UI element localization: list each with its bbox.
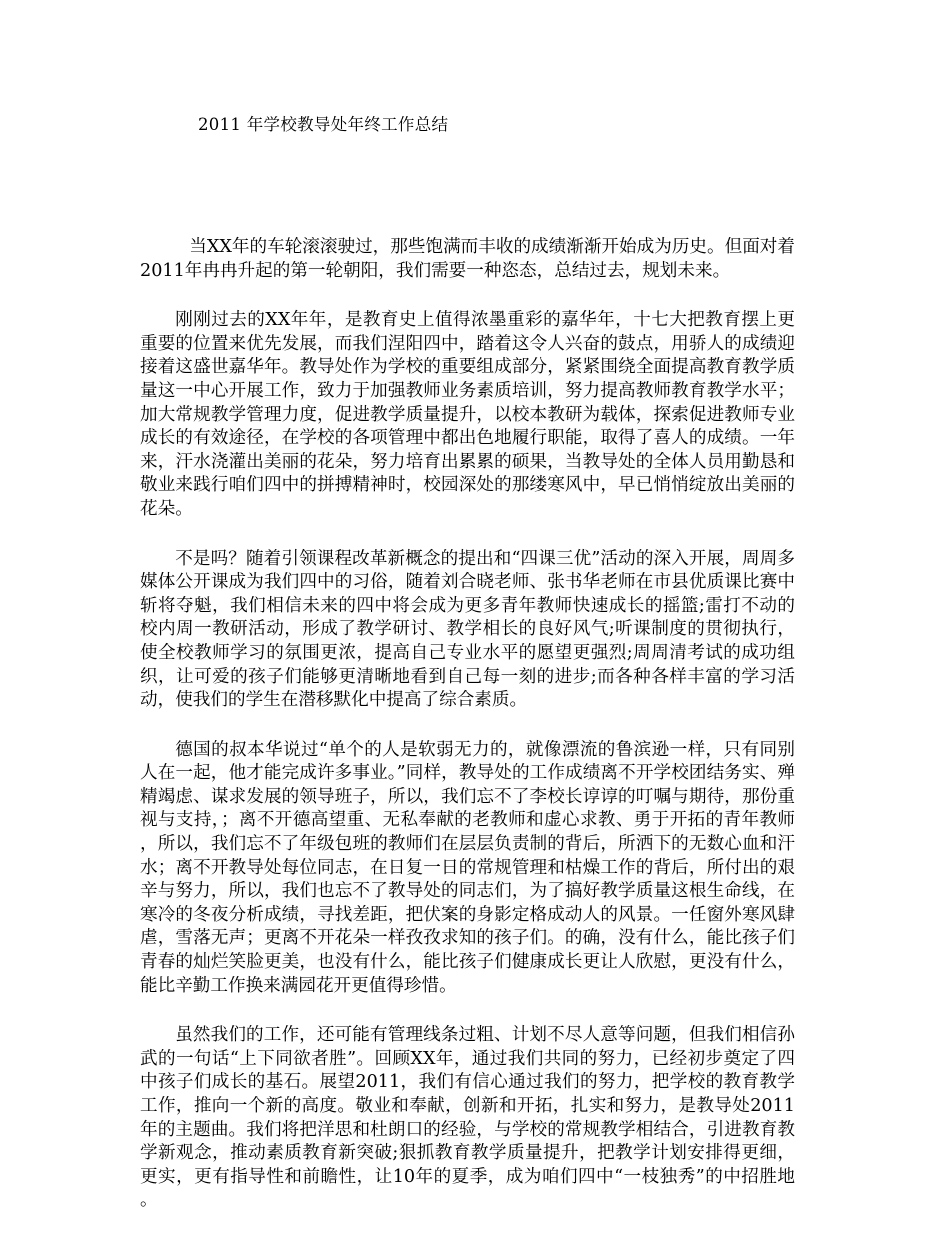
paragraph-activities: 不是吗？随着引领课程改革新概念的提出和“四课三优”活动的深入开展，周周多媒体公开课成为我们四中的习俗，随着刘合晓老师、张书华老师在市县优质课比赛中斩将夺魁，我们相信未来的四中将会成为更多青年教师快速成长的摇篮;雷打不动的校内周一教研活动，形成了教学研讨、教学相长的良好风气;听课制度的贯彻执行，使全校教师学习的氛围更浓，提高自己专业水平的愿望更强烈;周周清考试的成功组织，让可爱的孩子们能够更清晰地看到自己每一刻的进步;而各种各样丰富的学习活动，使我们的学生在潜移默化中提高了综合素质。 — [140, 548, 795, 711]
paragraph-intro: 当XX年的车轮滚滚驶过，那些饱满而丰收的成绩渐渐开始成为历史。但面对着2011年冉冉升起的第一轮朝阳，我们需要一种恣态，总结过去，规划未来。 — [140, 237, 795, 281]
document-title: 2011 年学校教导处年终工作总结 — [198, 115, 449, 134]
paragraph-outlook: 虽然我们的工作，还可能有管理线条过粗、计划不尽人意等问题，但我们相信孙武的一句话“上下同欲者胜”。回顾XX年，通过我们共同的努力，已经初步奠定了四中孩子们成长的基石。展望2011，我们有信心通过我们的努力，把学校的教育教学工作，推向一个新的高度。敬业和奉献，创新和开拓，扎实和努力，是教导处2011年的主题曲。我们将把洋思和杜朗口的经验，与学校的常规教学相结合，引进教育教学新观念，推动素质教育新突破;狠抓教育教学质量提升，把教学计划安排得更细，更实，更有指导性和前瞻性，让10年的夏季，成为咱们四中“一枝独秀”的中招胜地。 — [140, 1025, 795, 1211]
document-body — [140, 236, 795, 1239]
paragraph-review: 刚刚过去的XX年年，是教育史上值得浓墨重彩的嘉华年，十七大把教育摆上更重要的位置来优先发展，而我们涅阳四中，踏着这令人兴奋的鼓点，用骄人的成绩迎接着这盛世嘉华年。教导处作为学校的重要组成部分，紧紧围绕全面提高教育教学质量这一中心开展工作，致力于加强教师业务素质培训，努力提高教师教育教学水平；加大常规教学管理力度，促进教学质量提升，以校本教研为载体，探索促进教师专业成长的有效途径，在学校的各项管理中都出色地履行职能，取得了喜人的成绩。一年来，汗水浇灌出美丽的花朵，努力培育出累累的硕果，当教导处的全体人员用勤恳和敬业来践行咱们四中的拼搏精神时，校园深处的那缕寒风中，早已悄悄绽放出美丽的花朵。 — [140, 310, 795, 519]
paragraph-acknowledgement: 德国的叔本华说过“单个的人是软弱无力的，就像漂流的鲁滨逊一样，只有同别人在一起，他才能完成许多事业。”同样，教导处的工作成绩离不开学校团结务实、殚精竭虑、谋求发展的领导班子，所以，我们忘不了李校长谆谆的叮嘱与期待，那份重视与支持，；离不开德高望重、无私奉献的老教师和虚心求教、勇于开拓的青年教师，所以，我们忘不了年级包班的教师们在层层负责制的背后，所洒下的无数心血和汗水；离不开教导处每位同志，在日复一日的常规管理和枯燥工作的背后，所付出的艰辛与努力，所以，我们也忘不了教导处的同志们，为了搞好教学质量这根生命线，在寒冷的冬夜分析成绩，寻找差距，把伏案的身影定格成动人的风景。一任窗外寒风肆虐，雪落无声；更离不开花朵一样孜孜求知的孩子们。的确，没有什么，能比孩子们青春的灿烂笑脸更美，也没有什么，能比孩子们健康成长更让人欣慰，更没有什么，能比辛勤工作换来满园花开更值得珍惜。 — [140, 739, 795, 996]
